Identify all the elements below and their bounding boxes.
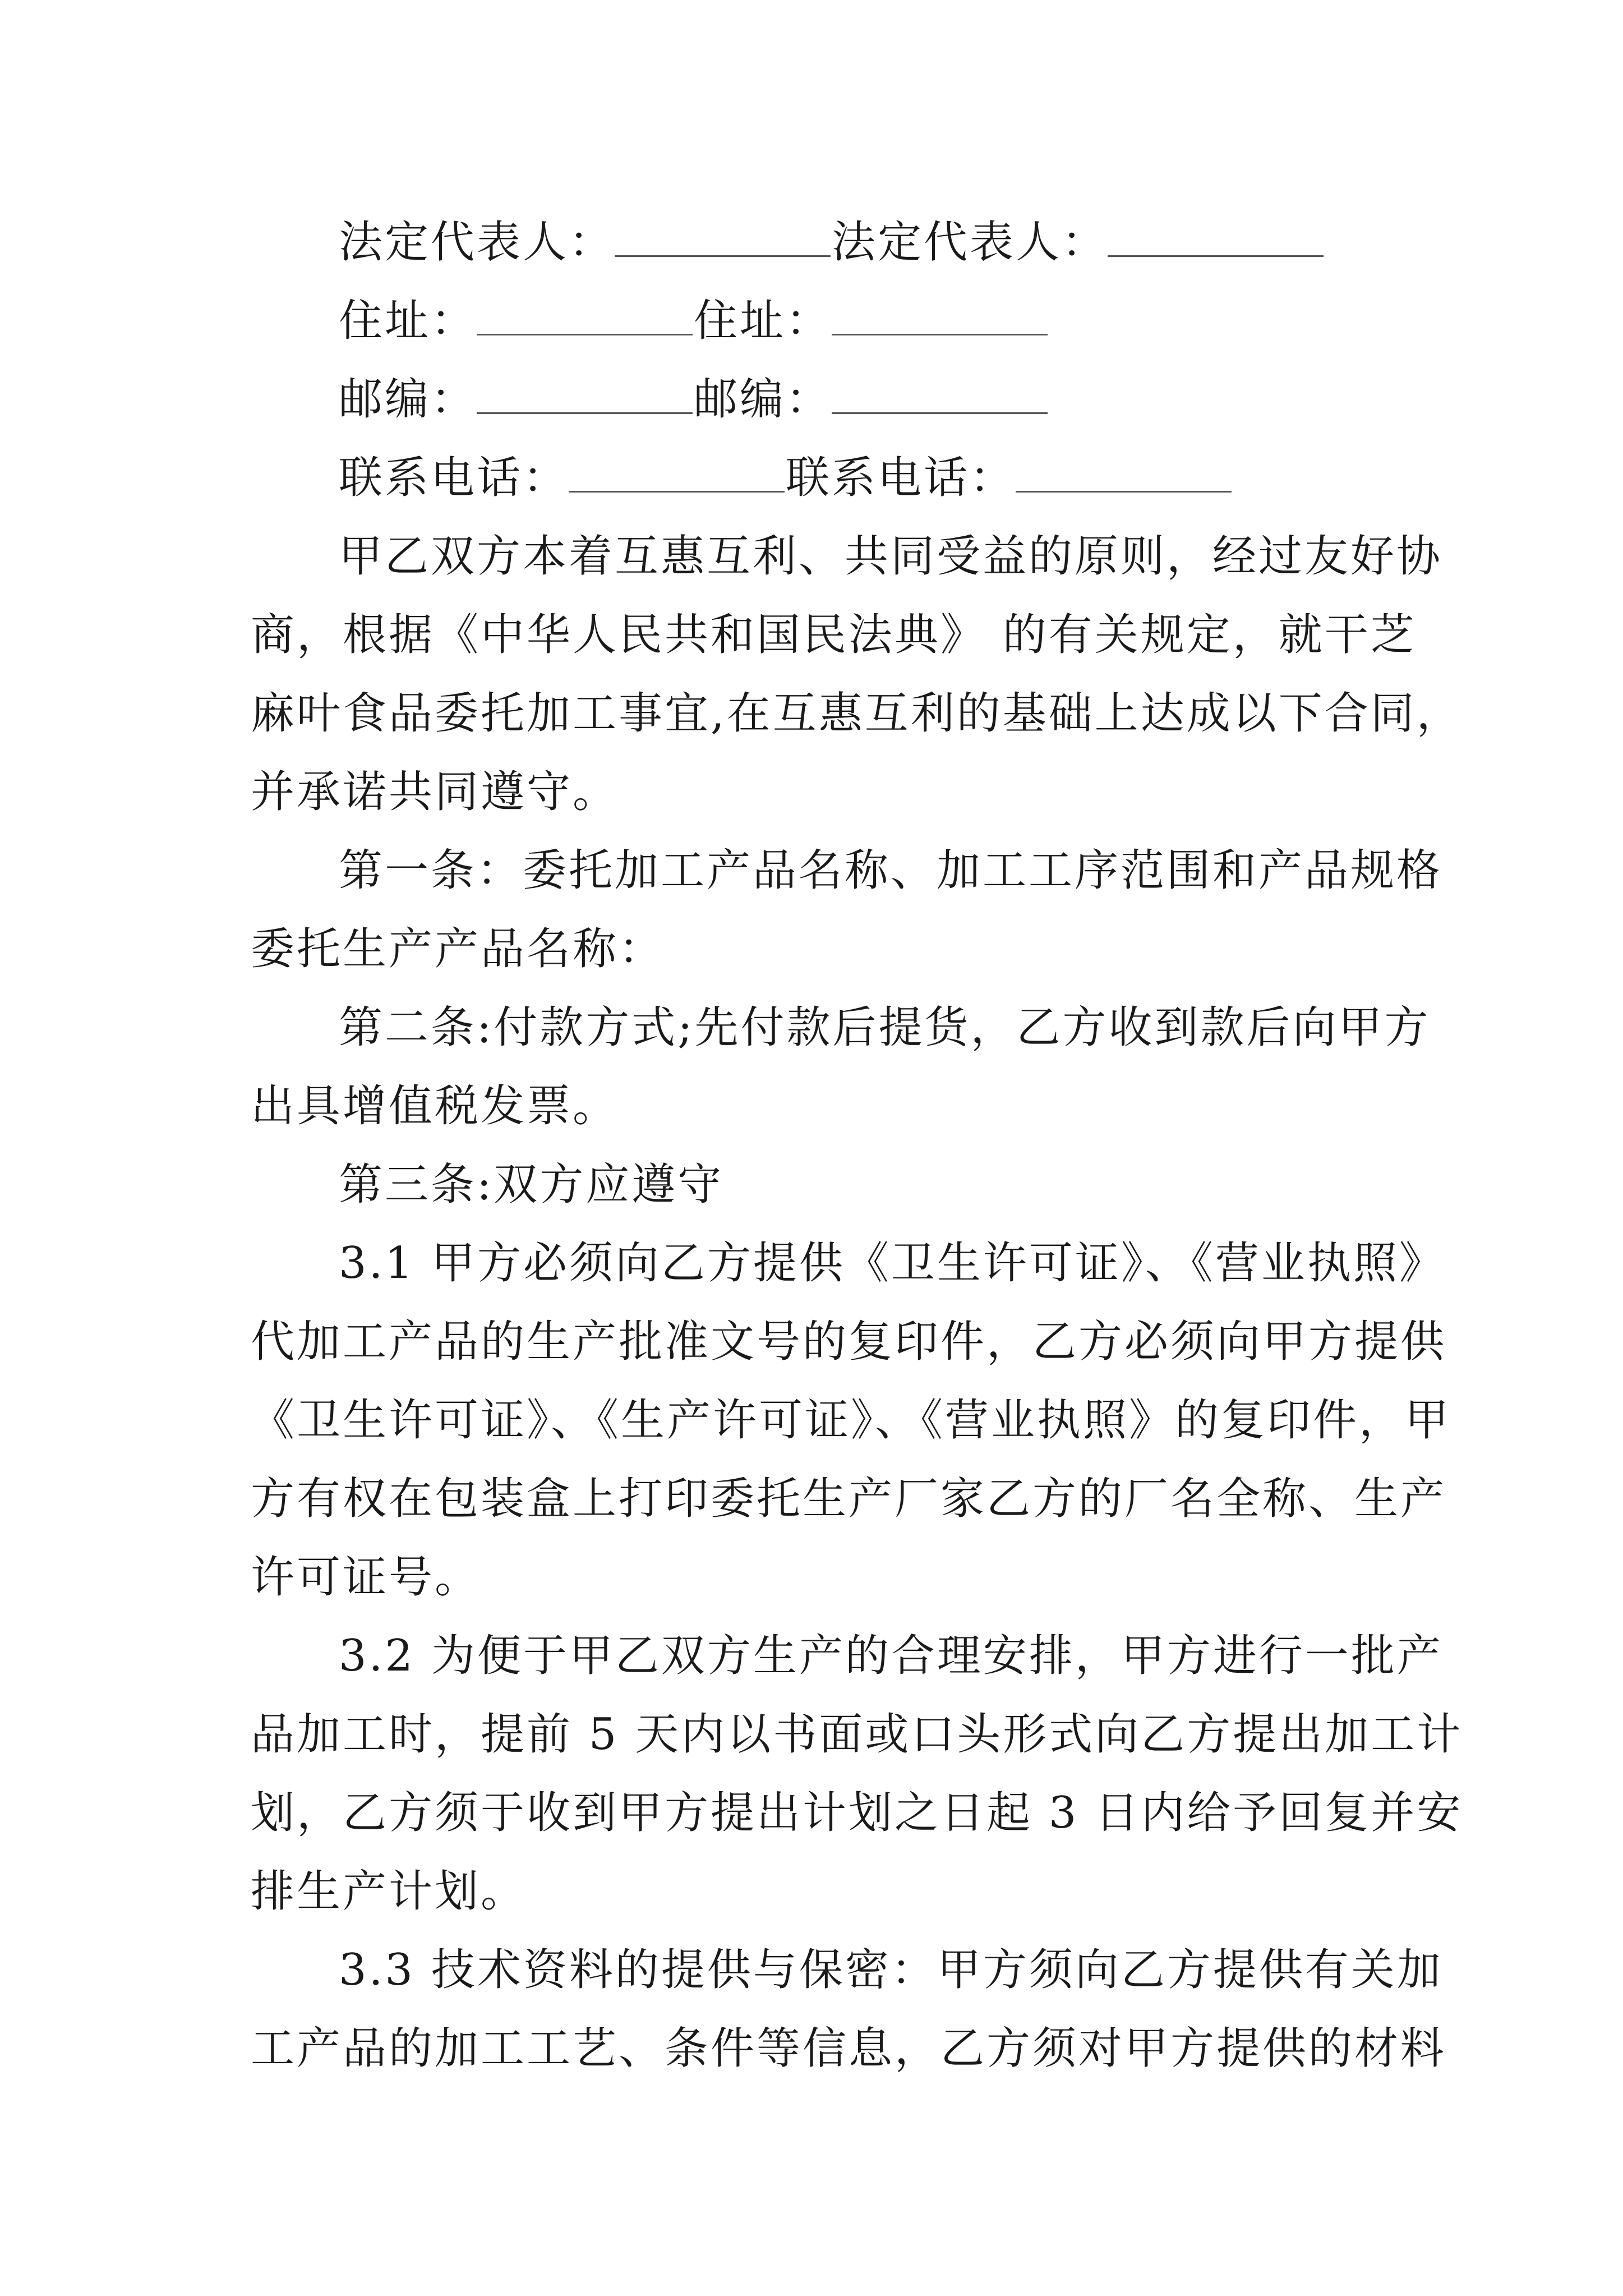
party-a-postcode-blank[interactable] [477,373,693,414]
paragraph-line: 并承诺共同遵守。 [251,767,619,817]
party-b-phone-label: 联系电话： [786,453,1016,503]
paragraph-line: 麻叶食品委托加工事宜,在互惠互利的基础上达成以下合同， [251,688,1463,739]
party-a-phone-blank[interactable] [569,452,785,493]
paragraph-line: 方有权在包装盒上打印委托生产厂家乙方的厂名全称、生产 [251,1474,1447,1524]
paragraph-line: 工产品的加工工艺、条件等信息，乙方须对甲方提供的材料 [251,2023,1447,2074]
paragraph-article-1 [251,831,1443,988]
paragraph-line: 出具增值税发票。 [251,1081,619,1131]
paragraph-line: 第三条:双方应遵守 [339,1159,724,1210]
paragraph-line: 3.1 甲方必须向乙方提供《卫生许可证》、《营业执照》 [339,1238,1445,1289]
paragraph-article-2 [251,988,1431,1145]
party-b-postcode-blank[interactable] [832,373,1048,414]
field-row-address [251,282,1395,360]
document-page [251,203,1463,2088]
paragraph-line: 品加工时，提前 5 天内以书面或口头形式向乙方提出加工计 [251,1709,1463,1760]
party-a-address-blank[interactable] [477,295,693,335]
party-a-postcode-label: 邮编： [339,374,477,425]
field-row-phone [251,439,1395,517]
paragraph-line: 3.2 为便于甲乙双方生产的合理安排，甲方进行一批产 [339,1631,1443,1681]
paragraph-clause-3-2 [251,1617,1463,1931]
field-row-postcode [251,360,1395,439]
party-a-address-label: 住址： [339,296,477,346]
paragraph-line: 划，乙方须于收到甲方提出计划之日起 3 日内给予回复并安 [251,1788,1463,1838]
paragraph-line: 《卫生许可证》、《生产许可证》、《营业执照》的复印件，甲 [251,1395,1451,1446]
paragraph-line: 委托生产产品名称： [251,924,665,974]
party-b-address-blank[interactable] [832,295,1048,335]
paragraph-line: 商，根据《中华人民共和国民法典》 的有关规定，就干芝 [251,610,1417,660]
party-a-legal-rep-label: 法定代表人： [339,217,615,268]
paragraph-line: 第一条：委托加工产品名称、加工工序范围和产品规格 [339,845,1443,896]
party-b-legal-rep-blank[interactable] [1108,216,1324,257]
paragraph-line: 甲乙双方本着互惠互利、共同受益的原则，经过友好协 [339,531,1443,582]
party-b-postcode-label: 邮编： [694,374,832,425]
paragraph-line: 许可证号。 [251,1552,481,1603]
paragraph-line: 第二条:付款方式;先付款后提货，乙方收到款后向甲方 [339,1002,1431,1053]
header-fields [251,203,1395,517]
field-row-legal-rep [251,203,1395,282]
party-b-phone-blank[interactable] [1016,452,1232,493]
paragraph-line: 3.3 技术资料的提供与保密：甲方须向乙方提供有关加 [339,1945,1443,1995]
paragraph-intro [251,517,1463,831]
paragraph-line: 代加工产品的生产批准文号的复印件，乙方必须向甲方提供 [251,1317,1447,1367]
paragraph-clause-3-1 [251,1224,1451,1617]
party-b-address-label: 住址： [694,296,832,346]
paragraph-clause-3-3 [251,1931,1447,2088]
party-b-legal-rep-label: 法定代表人： [832,217,1108,268]
party-a-phone-label: 联系电话： [339,453,569,503]
party-a-legal-rep-blank[interactable] [615,216,831,257]
paragraph-line: 排生产计划。 [251,1866,527,1917]
paragraph-article-3 [251,1145,1395,1224]
